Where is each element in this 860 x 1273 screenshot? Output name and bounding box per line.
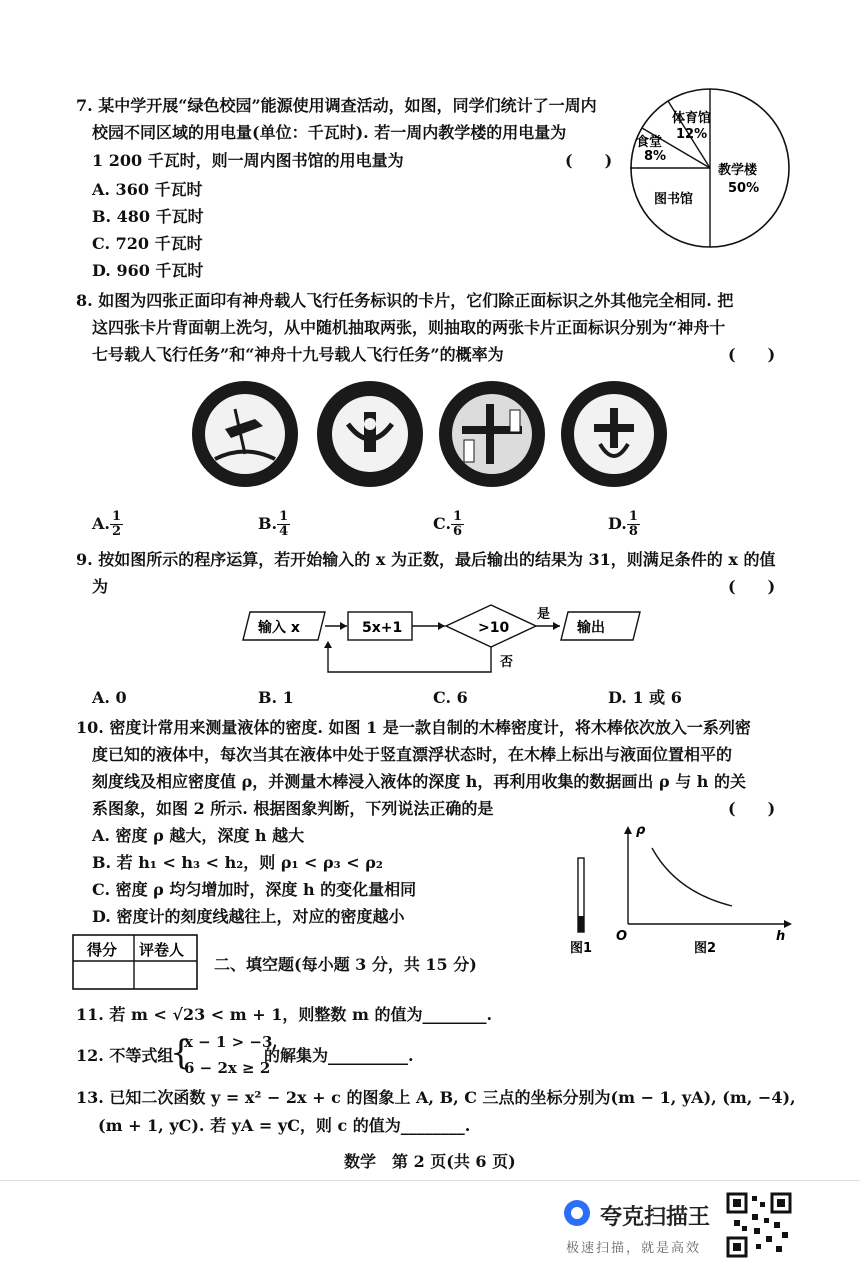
q7-option-b: B. 480 千瓦时 xyxy=(92,207,204,226)
grader-label: 评卷人 xyxy=(139,941,185,959)
q9-option-d: D. 1 或 6 xyxy=(608,688,682,707)
q9-option-c: C. 6 xyxy=(433,688,468,707)
q9-flowchart xyxy=(240,602,660,682)
q7-pie-chart xyxy=(630,88,790,250)
badge-space-station xyxy=(439,381,545,487)
q8-fraction-a: $\frac{1}{2}$ xyxy=(111,508,122,539)
flow-output-label: 输出 xyxy=(577,620,605,636)
pie-pct-gym: 12% xyxy=(676,127,708,142)
q10-line3: 刻度线及相应密度值 ρ，并测量木棒浸入液体的深度 h，再利用收集的数据画出 ρ 与 h 的关 xyxy=(92,772,746,791)
pie-label-gym: 体育馆 xyxy=(672,111,712,126)
q9-paren: ( ) xyxy=(728,577,776,596)
q8-fraction-c: $\frac{1}{6}$ xyxy=(453,508,463,539)
badge-shenzhou-19 xyxy=(561,381,667,487)
density-curve xyxy=(652,848,732,906)
watermark-divider xyxy=(0,1180,860,1181)
pie-label-library: 图书馆 xyxy=(654,192,694,207)
q8-option-d: D. $\frac{1}{8}$ xyxy=(608,508,638,539)
q7-option-d: D. 960 千瓦时 xyxy=(92,261,204,280)
badge-shenzhou-17 xyxy=(317,381,423,487)
q7-option-c: C. 720 千瓦时 xyxy=(92,234,203,253)
q8-line1: 8. 如图为四张正面印有神舟载人飞行任务标识的卡片，它们除正面标识之外其他完全相同. 把 xyxy=(76,291,734,310)
origin-label: O xyxy=(616,929,628,944)
score-label: 得分 xyxy=(87,941,118,959)
flow-yes-label: 是 xyxy=(537,607,551,622)
q10-option-c: C. 密度 ρ 均匀增加时，深度 h 的变化量相同 xyxy=(92,880,417,899)
q8-option-c: C. $\frac{1}{6}$ xyxy=(433,508,463,539)
flow-input-label: 输入 x xyxy=(258,620,300,636)
q9-line1: 9. 按如图所示的程序运算，若开始输入的 x 为正数，最后输出的结果为 31，则满足条件的 x 的值 xyxy=(76,550,776,569)
q12-inequality-1: x − 1 > −3, xyxy=(184,1033,278,1051)
q9-line2: 为 xyxy=(92,577,109,596)
score-table xyxy=(72,934,198,990)
q12-suffix: 的解集为__________. xyxy=(264,1046,414,1065)
badge-shenzhou-16 xyxy=(192,381,298,487)
q10-option-b: B. 若 h₁ < h₃ < h₂，则 ρ₁ < ρ₃ < ρ₂ xyxy=(92,853,383,872)
q12-prefix: 12. 不等式组 xyxy=(76,1046,174,1065)
q10-option-d: D. 密度计的刻度线越往上，对应的密度越小 xyxy=(92,907,405,926)
pie-label-teaching: 教学楼 xyxy=(718,163,758,178)
q7-option-a: A. 360 千瓦时 xyxy=(92,180,203,199)
q10-option-a: A. 密度 ρ 越大，深度 h 越大 xyxy=(92,826,305,845)
q8-option-b: B. $\frac{1}{4}$ xyxy=(258,508,289,539)
q7-line2: 校园不同区域的用电量(单位：千瓦时). 若一周内教学楼的用电量为 xyxy=(92,123,567,142)
q7-line1: 7. 某中学开展“绿色校园”能源使用调查活动，如图，同学们统计了一周内 xyxy=(76,96,597,115)
q12-inequality-2: 6 − 2x ≥ 2 xyxy=(184,1059,271,1077)
q8-paren: ( ) xyxy=(728,345,776,364)
section2-title: 二、填空题(每小题 3 分，共 15 分) xyxy=(214,955,477,974)
q13-line1: 13. 已知二次函数 y = x² − 2x + c 的图象上 A, B, C 三点的坐标分别为(m − 1, yA), (m, −4), xyxy=(76,1088,796,1107)
pie-pct-teaching: 50% xyxy=(728,181,760,196)
fig1-label: 图1 xyxy=(570,941,593,956)
q8-badges xyxy=(190,378,670,490)
q10-line2: 度已知的液体中，每次当其在液体中处于竖直漂浮状态时，在木棒上标出与液面位置相平的 xyxy=(92,745,733,764)
q13-line2: (m + 1, yC). 若 yA = yC，则 c 的值为________. xyxy=(98,1116,471,1135)
q8-fraction-d: $\frac{1}{8}$ xyxy=(628,508,638,539)
pie-pct-canteen: 8% xyxy=(644,149,667,164)
q10-figures xyxy=(566,822,806,962)
q10-line4: 系图象，如图 2 所示. 根据图象判断，下列说法正确的是 xyxy=(92,799,494,818)
q7-paren: ( ) xyxy=(565,151,613,170)
brand-logo-icon xyxy=(562,1198,592,1228)
page-footer: 数学 第 2 页(共 6 页) xyxy=(344,1152,516,1171)
q9-option-b: B. 1 xyxy=(258,688,294,707)
brand-slogan: 极速扫描，就是高效 xyxy=(566,1241,702,1256)
q9-option-a: A. 0 xyxy=(92,688,127,707)
axis-y-label: ρ xyxy=(636,823,646,838)
q12-brace: { xyxy=(170,1033,192,1073)
flow-no-label: 否 xyxy=(500,655,514,670)
q10-line1: 10. 密度计常用来测量液体的密度. 如图 1 是一款自制的木棒密度计，将木棒依次放入一系列密 xyxy=(76,718,751,737)
q8-line2: 这四张卡片背面朝上洗匀，从中随机抽取两张，则抽取的两张卡片正面标识分别为“神舟十 xyxy=(92,318,726,337)
q11-text: 11. 若 m < √23 < m + 1，则整数 m 的值为________. xyxy=(76,1005,493,1024)
q8-line3: 七号载人飞行任务”和“神舟十九号载人飞行任务”的概率为 xyxy=(92,345,504,364)
brand-name: 夸克扫描王 xyxy=(600,1205,711,1230)
q10-paren: ( ) xyxy=(728,799,776,818)
axis-x-label: h xyxy=(776,929,786,944)
qr-code-icon xyxy=(726,1192,792,1258)
pie-label-canteen: 食堂 xyxy=(636,135,663,150)
q7-line3: 1 200 千瓦时，则一周内图书馆的用电量为 xyxy=(92,151,404,170)
flow-decision-label: >10 xyxy=(478,620,510,636)
flow-process-label: 5x+1 xyxy=(362,620,403,636)
q8-fraction-b: $\frac{1}{4}$ xyxy=(279,508,289,539)
q8-option-a: A. $\frac{1}{2}$ xyxy=(92,508,122,539)
fig2-label: 图2 xyxy=(694,941,717,956)
